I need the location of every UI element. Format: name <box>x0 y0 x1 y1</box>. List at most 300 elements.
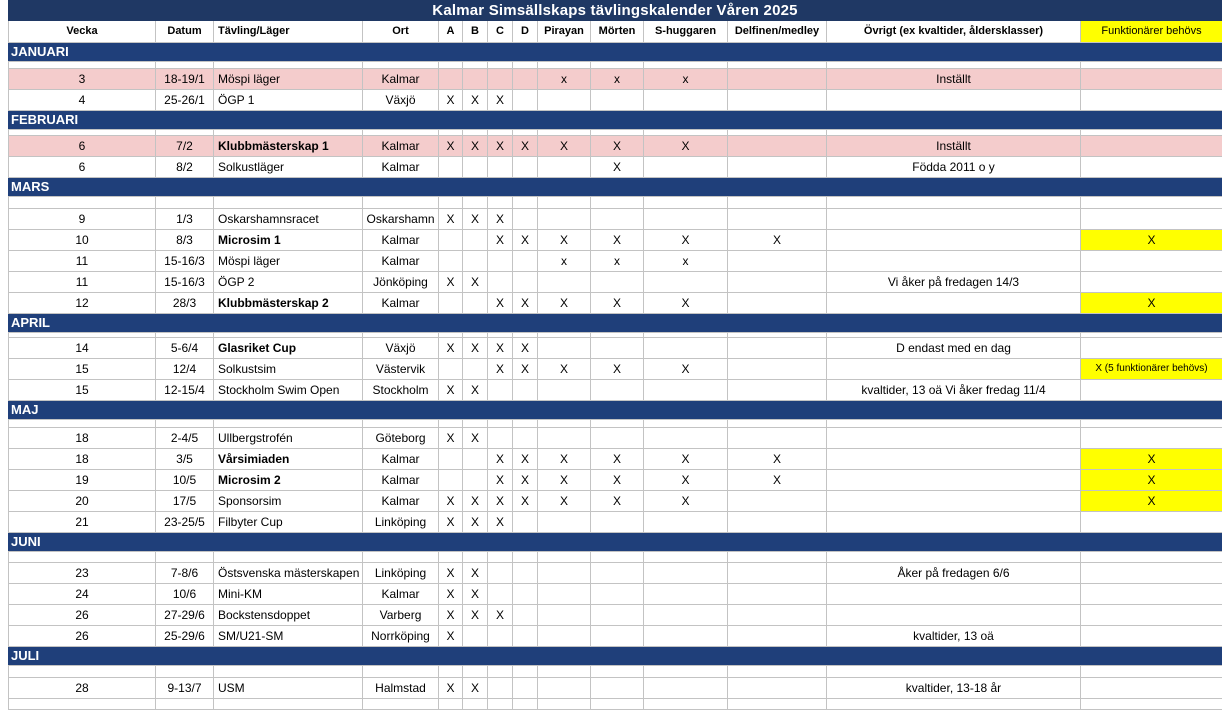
cell-s-huggaren <box>644 380 728 400</box>
cell-a <box>439 130 463 135</box>
cell-tavling-lager: Klubbmästerskap 2 <box>214 293 363 313</box>
event-row <box>8 470 1222 491</box>
cell-morten <box>591 666 644 677</box>
cell-tavling-lager: ÖGP 2 <box>214 272 363 292</box>
event-row <box>8 338 1222 359</box>
cell-s-huggaren <box>644 512 728 532</box>
cell-morten: x <box>591 69 644 89</box>
cell-s-huggaren <box>644 605 728 625</box>
cell-funktionarer <box>1081 678 1222 698</box>
cell-datum: 27-29/6 <box>156 605 214 625</box>
cell-pirayan: X <box>538 470 591 490</box>
cell-ort: Kalmar <box>363 136 439 156</box>
cell-c: X <box>488 359 513 379</box>
cell-datum: 17/5 <box>156 491 214 511</box>
cell-morten: X <box>591 491 644 511</box>
cell-s-huggaren: X <box>644 230 728 250</box>
event-row <box>8 293 1222 314</box>
cell-b: X <box>463 338 488 358</box>
cell-s-huggaren <box>644 428 728 448</box>
cell-c <box>488 428 513 448</box>
cell-ort: Linköping <box>363 563 439 583</box>
cell-morten: X <box>591 230 644 250</box>
cell-d <box>513 197 538 208</box>
cell-funktionarer: X <box>1081 470 1222 490</box>
cell-s-huggaren: X <box>644 359 728 379</box>
cell-delfinen-medley <box>728 157 827 177</box>
cell-d: X <box>513 338 538 358</box>
empty-row <box>8 699 1222 710</box>
cell-ort <box>363 130 439 135</box>
cell-ort: Göteborg <box>363 428 439 448</box>
cell-ovrigt <box>827 552 1081 562</box>
cell-c: X <box>488 209 513 229</box>
cell-b <box>463 420 488 427</box>
cell-pirayan <box>538 380 591 400</box>
cell-delfinen-medley <box>728 552 827 562</box>
cell-d <box>513 666 538 677</box>
event-row <box>8 449 1222 470</box>
cell-d <box>513 272 538 292</box>
cell-datum: 15-16/3 <box>156 272 214 292</box>
cell-vecka: 18 <box>9 428 156 448</box>
cell-pirayan: X <box>538 136 591 156</box>
cell-pirayan <box>538 428 591 448</box>
cell-delfinen-medley <box>728 209 827 229</box>
cell-datum <box>156 333 214 337</box>
cell-ort: Stockholm <box>363 380 439 400</box>
cell-vecka: 12 <box>9 293 156 313</box>
cell-vecka: 6 <box>9 136 156 156</box>
cell-vecka <box>9 62 156 68</box>
cell-b <box>463 470 488 490</box>
cell-s-huggaren <box>644 209 728 229</box>
cell-ovrigt <box>827 197 1081 208</box>
cell-b <box>463 130 488 135</box>
cell-c: X <box>488 338 513 358</box>
cell-vecka <box>9 333 156 337</box>
cell-d <box>513 552 538 562</box>
column-header-row <box>8 21 1222 43</box>
cell-morten <box>591 62 644 68</box>
cell-c <box>488 563 513 583</box>
cell-b: X <box>463 272 488 292</box>
month-header <box>8 178 1222 197</box>
cell-ovrigt <box>827 699 1081 709</box>
cell-d <box>513 62 538 68</box>
cell-delfinen-medley <box>728 428 827 448</box>
event-row <box>8 272 1222 293</box>
cell-datum: 8/3 <box>156 230 214 250</box>
cell-ort: Kalmar <box>363 470 439 490</box>
cell-d: X <box>513 359 538 379</box>
cell-funktionarer: X <box>1081 491 1222 511</box>
cell-b <box>463 69 488 89</box>
cell-tavling-lager: USM <box>214 678 363 698</box>
cell-s-huggaren <box>644 130 728 135</box>
spacer-row <box>8 420 1222 428</box>
cell-delfinen-medley: X <box>728 230 827 250</box>
cell-d <box>513 69 538 89</box>
cell-pirayan <box>538 62 591 68</box>
cell-d <box>513 512 538 532</box>
cell-d <box>513 678 538 698</box>
cell-delfinen-medley <box>728 359 827 379</box>
cell-c: X <box>488 90 513 110</box>
cell-pirayan <box>538 512 591 532</box>
cell-s-huggaren <box>644 584 728 604</box>
cell-ort: Norrköping <box>363 626 439 646</box>
cell-tavling-lager <box>214 333 363 337</box>
cell-funktionarer <box>1081 333 1222 337</box>
cell-ort: Kalmar <box>363 230 439 250</box>
cell-morten: X <box>591 293 644 313</box>
cell-c <box>488 626 513 646</box>
cell-a: X <box>439 678 463 698</box>
cell-c <box>488 584 513 604</box>
cell-datum: 5-6/4 <box>156 338 214 358</box>
cell-ort: Kalmar <box>363 449 439 469</box>
cell-delfinen-medley <box>728 62 827 68</box>
event-row <box>8 251 1222 272</box>
cell-vecka: 6 <box>9 157 156 177</box>
cell-c <box>488 69 513 89</box>
cell-d <box>513 420 538 427</box>
cell-c <box>488 251 513 271</box>
cell-b <box>463 666 488 677</box>
column-header-d: D <box>513 21 538 42</box>
cell-datum: 8/2 <box>156 157 214 177</box>
cell-vecka <box>9 699 156 709</box>
cell-d: X <box>513 230 538 250</box>
cell-tavling-lager <box>214 130 363 135</box>
cell-pirayan <box>538 584 591 604</box>
cell-delfinen-medley <box>728 420 827 427</box>
cell-c: X <box>488 230 513 250</box>
cell-morten <box>591 130 644 135</box>
cell-pirayan <box>538 130 591 135</box>
cell-b <box>463 157 488 177</box>
event-row <box>8 157 1222 178</box>
cell-vecka: 26 <box>9 605 156 625</box>
cell-delfinen-medley <box>728 338 827 358</box>
cell-ort: Varberg <box>363 605 439 625</box>
cell-pirayan: X <box>538 449 591 469</box>
cell-pirayan <box>538 90 591 110</box>
cell-ort <box>363 699 439 709</box>
cell-funktionarer: X <box>1081 449 1222 469</box>
column-header-delfinen-medley: Delfinen/medley <box>728 21 827 42</box>
cell-morten <box>591 428 644 448</box>
cell-c <box>488 552 513 562</box>
cell-ovrigt: kvaltider, 13 oä Vi åker fredag 11/4 <box>827 380 1081 400</box>
cell-d <box>513 380 538 400</box>
cell-d <box>513 605 538 625</box>
cell-delfinen-medley <box>728 380 827 400</box>
cell-datum <box>156 197 214 208</box>
cell-a <box>439 251 463 271</box>
cell-vecka <box>9 130 156 135</box>
cell-vecka: 18 <box>9 449 156 469</box>
cell-tavling-lager: ÖGP 1 <box>214 90 363 110</box>
cell-c <box>488 333 513 337</box>
cell-tavling-lager: Ullbergstrofén <box>214 428 363 448</box>
cell-vecka <box>9 197 156 208</box>
cell-pirayan <box>538 420 591 427</box>
cell-ort: Kalmar <box>363 157 439 177</box>
event-row <box>8 209 1222 230</box>
cell-ovrigt: Vi åker på fredagen 14/3 <box>827 272 1081 292</box>
cell-d <box>513 251 538 271</box>
spacer-row <box>8 62 1222 69</box>
cell-delfinen-medley <box>728 605 827 625</box>
cell-datum: 10/6 <box>156 584 214 604</box>
month-header <box>8 401 1222 420</box>
cell-vecka: 11 <box>9 251 156 271</box>
cell-morten <box>591 678 644 698</box>
month-name: JULI <box>11 648 40 663</box>
cell-ovrigt: Födda 2011 o y <box>827 157 1081 177</box>
column-header-c: C <box>488 21 513 42</box>
cell-d: X <box>513 491 538 511</box>
cell-tavling-lager: Vårsimiaden <box>214 449 363 469</box>
cell-s-huggaren <box>644 678 728 698</box>
cell-b: X <box>463 90 488 110</box>
cell-morten: x <box>591 251 644 271</box>
cell-ort <box>363 62 439 68</box>
month-header <box>8 43 1222 62</box>
cell-c: X <box>488 449 513 469</box>
cell-pirayan <box>538 209 591 229</box>
cell-b <box>463 552 488 562</box>
cell-a: X <box>439 90 463 110</box>
column-header-ovrigt: Övrigt (ex kvaltider, åldersklasser) <box>827 21 1081 42</box>
cell-ovrigt <box>827 428 1081 448</box>
cell-tavling-lager: Möspi läger <box>214 251 363 271</box>
cell-ovrigt <box>827 666 1081 677</box>
cell-tavling-lager <box>214 666 363 677</box>
cell-d <box>513 626 538 646</box>
cell-c: X <box>488 470 513 490</box>
cell-a <box>439 230 463 250</box>
cell-datum <box>156 420 214 427</box>
cell-datum: 28/3 <box>156 293 214 313</box>
calendar-sheet <box>8 0 1222 710</box>
cell-s-huggaren <box>644 272 728 292</box>
cell-ovrigt <box>827 359 1081 379</box>
cell-c <box>488 130 513 135</box>
cell-c <box>488 62 513 68</box>
cell-delfinen-medley <box>728 69 827 89</box>
cell-vecka: 4 <box>9 90 156 110</box>
cell-funktionarer <box>1081 197 1222 208</box>
cell-tavling-lager <box>214 420 363 427</box>
cell-ort <box>363 552 439 562</box>
cell-vecka: 14 <box>9 338 156 358</box>
column-header-b: B <box>463 21 488 42</box>
cell-a: X <box>439 584 463 604</box>
cell-vecka: 21 <box>9 512 156 532</box>
cell-d: X <box>513 136 538 156</box>
cell-ovrigt <box>827 449 1081 469</box>
month-name: MAJ <box>11 402 39 417</box>
event-row <box>8 563 1222 584</box>
cell-tavling-lager: Mini-KM <box>214 584 363 604</box>
cell-morten <box>591 605 644 625</box>
cell-datum <box>156 552 214 562</box>
cell-s-huggaren <box>644 90 728 110</box>
cell-ort: Växjö <box>363 338 439 358</box>
cell-delfinen-medley <box>728 251 827 271</box>
cell-c <box>488 380 513 400</box>
cell-morten <box>591 563 644 583</box>
event-row <box>8 359 1222 380</box>
cell-funktionarer <box>1081 428 1222 448</box>
cell-c: X <box>488 512 513 532</box>
cell-ort: Halmstad <box>363 678 439 698</box>
cell-s-huggaren <box>644 333 728 337</box>
cell-s-huggaren: X <box>644 293 728 313</box>
cell-tavling-lager: Östsvenska mästerskapen <box>214 563 363 583</box>
cell-morten <box>591 333 644 337</box>
cell-ovrigt: Inställt <box>827 69 1081 89</box>
cell-ovrigt <box>827 470 1081 490</box>
month-header <box>8 111 1222 130</box>
cell-tavling-lager: Stockholm Swim Open <box>214 380 363 400</box>
cell-ort <box>363 420 439 427</box>
cell-pirayan <box>538 605 591 625</box>
cell-delfinen-medley <box>728 272 827 292</box>
cell-pirayan <box>538 678 591 698</box>
cell-pirayan <box>538 563 591 583</box>
cell-a: X <box>439 136 463 156</box>
cell-delfinen-medley <box>728 666 827 677</box>
cell-a: X <box>439 338 463 358</box>
cell-a <box>439 293 463 313</box>
column-header-morten: Mörten <box>591 21 644 42</box>
spacer-row <box>8 552 1222 563</box>
cell-tavling-lager: Microsim 1 <box>214 230 363 250</box>
cell-funktionarer <box>1081 90 1222 110</box>
cell-funktionarer: X <box>1081 293 1222 313</box>
cell-s-huggaren <box>644 197 728 208</box>
cell-ort <box>363 666 439 677</box>
cell-pirayan: x <box>538 251 591 271</box>
cell-morten <box>591 380 644 400</box>
cell-tavling-lager: Filbyter Cup <box>214 512 363 532</box>
cell-ort: Kalmar <box>363 293 439 313</box>
cell-c <box>488 678 513 698</box>
cell-b: X <box>463 584 488 604</box>
cell-s-huggaren <box>644 338 728 358</box>
event-row <box>8 678 1222 699</box>
cell-c: X <box>488 491 513 511</box>
cell-tavling-lager: Möspi läger <box>214 69 363 89</box>
cell-c <box>488 197 513 208</box>
cell-d <box>513 157 538 177</box>
cell-b: X <box>463 605 488 625</box>
cell-b <box>463 626 488 646</box>
cell-morten <box>591 626 644 646</box>
cell-morten: X <box>591 449 644 469</box>
cell-tavling-lager: Oskarshamnsracet <box>214 209 363 229</box>
cell-ort: Linköping <box>363 512 439 532</box>
cell-morten: X <box>591 359 644 379</box>
cell-b <box>463 359 488 379</box>
cell-ovrigt <box>827 62 1081 68</box>
cell-morten <box>591 90 644 110</box>
cell-tavling-lager: Bockstensdoppet <box>214 605 363 625</box>
cell-c <box>488 420 513 427</box>
cell-tavling-lager: Microsim 2 <box>214 470 363 490</box>
cell-morten: X <box>591 157 644 177</box>
cell-ovrigt <box>827 333 1081 337</box>
cell-morten: X <box>591 136 644 156</box>
cell-ovrigt <box>827 420 1081 427</box>
cell-b: X <box>463 209 488 229</box>
cell-vecka <box>9 666 156 677</box>
cell-tavling-lager: SM/U21-SM <box>214 626 363 646</box>
cell-datum: 23-25/5 <box>156 512 214 532</box>
month-name: FEBRUARI <box>11 112 79 127</box>
cell-c: X <box>488 293 513 313</box>
cell-morten <box>591 420 644 427</box>
cell-delfinen-medley <box>728 293 827 313</box>
cell-a: X <box>439 272 463 292</box>
cell-tavling-lager <box>214 197 363 208</box>
month-name: JUNI <box>11 534 41 549</box>
column-header-ort: Ort <box>363 21 439 42</box>
cell-s-huggaren: x <box>644 69 728 89</box>
month-header <box>8 647 1222 666</box>
cell-s-huggaren: X <box>644 470 728 490</box>
cell-a <box>439 333 463 337</box>
cell-funktionarer <box>1081 136 1222 156</box>
cell-ort: Kalmar <box>363 251 439 271</box>
cell-vecka: 28 <box>9 678 156 698</box>
cell-pirayan <box>538 552 591 562</box>
event-row <box>8 512 1222 533</box>
cell-delfinen-medley: X <box>728 449 827 469</box>
spacer-row <box>8 666 1222 678</box>
cell-b <box>463 449 488 469</box>
cell-ort: Kalmar <box>363 584 439 604</box>
cell-funktionarer <box>1081 251 1222 271</box>
cell-ovrigt <box>827 251 1081 271</box>
cell-c: X <box>488 605 513 625</box>
cell-d <box>513 130 538 135</box>
cell-pirayan: X <box>538 293 591 313</box>
cell-a: X <box>439 563 463 583</box>
cell-delfinen-medley <box>728 90 827 110</box>
cell-d: X <box>513 293 538 313</box>
cell-datum: 25-26/1 <box>156 90 214 110</box>
cell-morten <box>591 699 644 709</box>
cell-funktionarer <box>1081 209 1222 229</box>
cell-morten <box>591 552 644 562</box>
column-header-funktionarer: Funktionärer behövs <box>1081 21 1222 42</box>
cell-pirayan: X <box>538 359 591 379</box>
cell-datum: 7/2 <box>156 136 214 156</box>
cell-vecka: 24 <box>9 584 156 604</box>
event-row <box>8 380 1222 401</box>
cell-a <box>439 699 463 709</box>
event-row <box>8 428 1222 449</box>
cell-datum: 1/3 <box>156 209 214 229</box>
cell-s-huggaren <box>644 552 728 562</box>
cell-b <box>463 62 488 68</box>
cell-vecka: 3 <box>9 69 156 89</box>
